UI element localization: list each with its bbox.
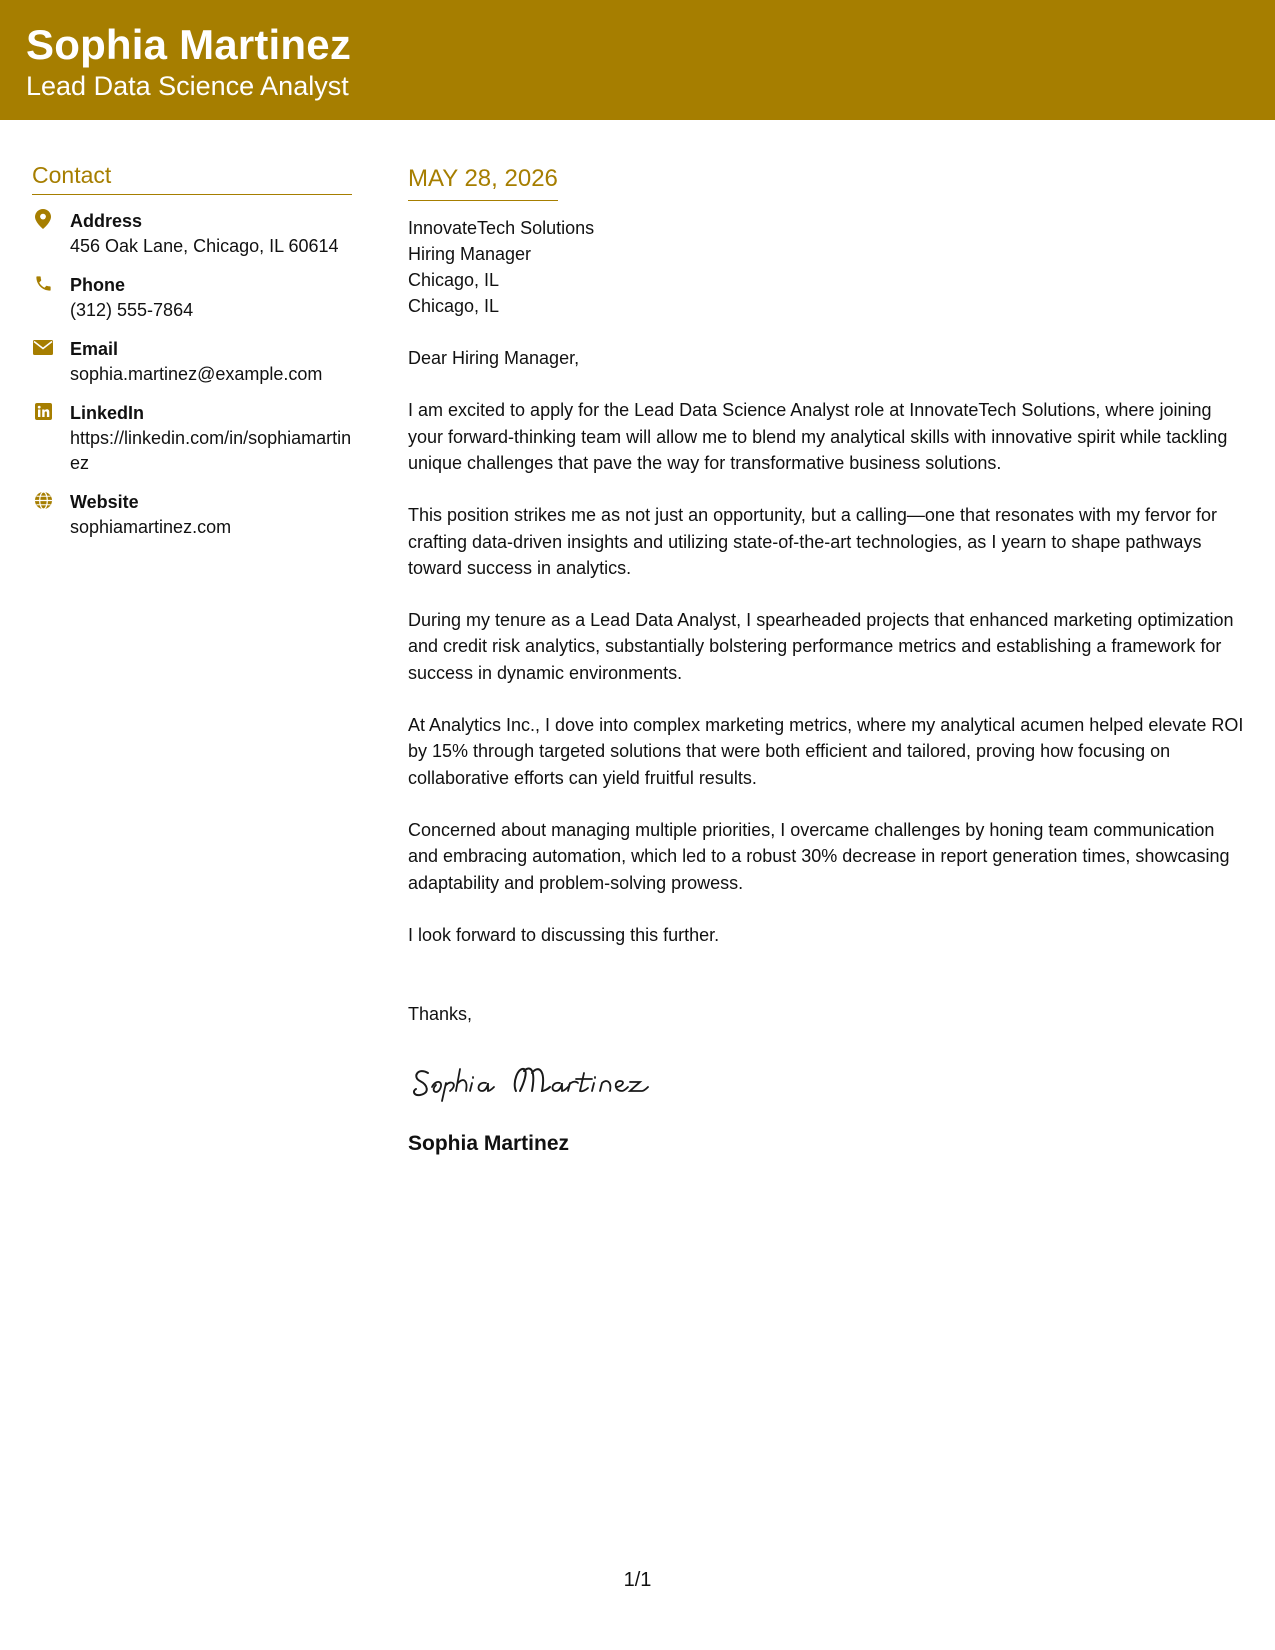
envelope-icon [32,336,54,358]
linkedin-icon [32,400,54,422]
letter-date: MAY 28, 2026 [408,166,558,201]
contact-item-website [32,490,352,540]
contact-section-title: Contact [32,163,352,195]
letter-paragraph: At Analytics Inc., I dove into complex marketing metrics, where my analytical acumen helped elevate ROI by 15% through targeted solutions that were both efficient and tailored, proving how focusing on collaborative efforts can yield fruitful results. [408,715,1244,788]
map-pin-icon [32,208,54,230]
page-number: 1/1 [623,1569,652,1591]
recipient-city-2: Chicago, IL [408,296,500,317]
recipient-block [408,215,1248,319]
address-label: Address [70,211,143,232]
website-label: Website [70,492,139,513]
website-value[interactable]: sophiamartinez.com [70,517,232,538]
closing: Thanks, [408,1004,473,1025]
email-label: Email [70,339,119,360]
applicant-title: Lead Data Science Analyst [26,71,349,101]
phone-icon [32,272,54,294]
contact-item-email [32,337,352,387]
recipient-role: Hiring Manager [408,244,532,265]
email-value: sophia.martinez@example.com [70,364,323,385]
signed-name: Sophia Martinez [408,1132,570,1156]
letter-paragraph: I look forward to discussing this further. [408,924,720,945]
letter-paragraph: During my tenure as a Lead Data Analyst, I spearheaded projects that enhanced marketing optimization and credit risk analytics, substantially bolstering performance metrics and establishing a framework for success in dynamic environments. [408,610,1234,683]
letter-paragraph: Concerned about managing multiple priorities, I overcame challenges by honing team communication and embracing automation, which led to a robust 30% decrease in report generation times, showcasing adaptability and problem-solving prowess. [408,819,1230,893]
linkedin-label: LinkedIn [70,403,145,424]
letter-body [408,166,1248,1157]
letter-paragraph: I am excited to apply for the Lead Data Science Analyst role at InnovateTech Solutions, where joining your forward-thinking team will allow me to blend my analytical skills with innovative spirit while tackling unique challenges that pave the way for transformative business solutions. [408,400,1228,473]
handwritten-signature [408,1053,1248,1103]
linkedin-value[interactable]: https://linkedin.com/in/sophiamartinez [70,428,352,474]
contact-item-phone [32,273,352,323]
letter-paragraph: This position strikes me as not just an opportunity, but a calling—one that resonates with my fervor for crafting data-driven insights and utilizing state-of-the-art technologies, as I yearn to shape pathways toward success in analytics. [408,505,1218,578]
salutation: Dear Hiring Manager, [408,348,580,369]
contact-sidebar [32,163,352,554]
contact-item-linkedin [32,401,352,476]
header-banner [0,0,1275,120]
recipient-city: Chicago, IL [408,270,500,291]
recipient-company: InnovateTech Solutions [408,218,595,239]
applicant-name: Sophia Martinez [26,21,352,68]
contact-item-address [32,209,352,259]
globe-icon [32,489,54,511]
address-value: 456 Oak Lane, Chicago, IL 60614 [70,236,339,257]
phone-value: (312) 555-7864 [70,300,194,321]
phone-label: Phone [70,275,126,296]
